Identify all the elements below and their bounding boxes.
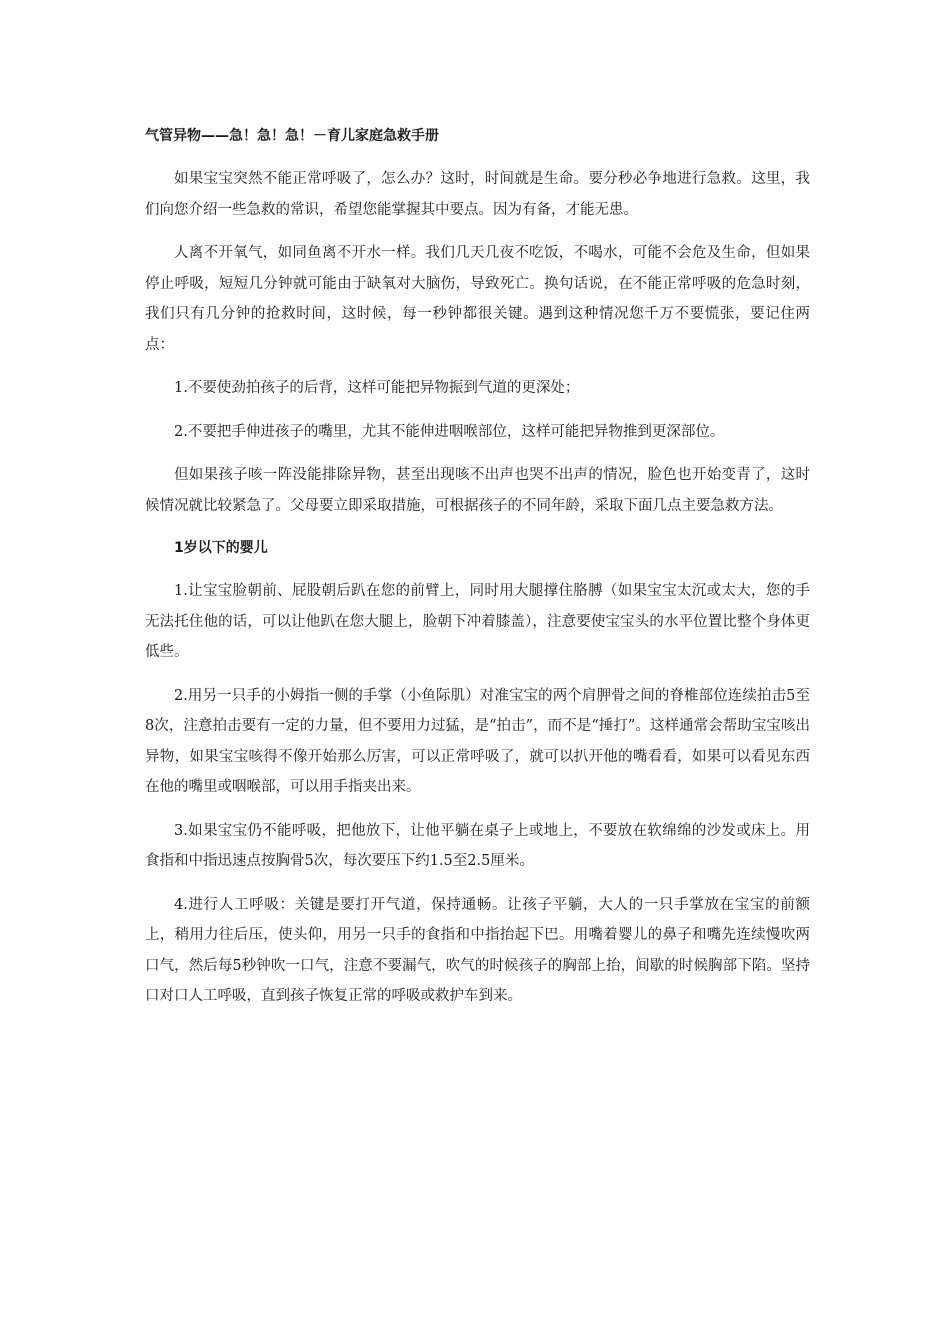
paragraph-step-2: 2.用另一只手的小姆指一侧的手掌（小鱼际肌）对准宝宝的两个肩胛骨之间的脊椎部位连续拍击5至8次，注意拍击要有一定的力量，但不要用力过猛，是“拍击”，而不是“捶打”。这样通常会帮助宝宝咳出异物，如果宝宝咳得不像开始那么厉害，可以正常呼吸了，就可以扒开他的嘴看看，如果可以看见东西在他的嘴里或咽喉部，可以用手指夹出来。 (145, 687, 810, 795)
paragraph-step-4: 4.进行人工呼吸：关键是要打开气道，保持通畅。让孩子平躺，大人的一只手掌放在宝宝的前额上，稍用力往后压，使头仰，用另一只手的食指和中指抬起下巴。用嘴着婴儿的鼻子和嘴先连续慢吹两口气，然后每5秒钟吹一口气，注意不要漏气，吹气的时候孩子的胸部上抬，间歇的时候胸部下陷。坚持口对口人工呼吸，直到孩子恢复正常的呼吸或救护车到来。 (145, 896, 810, 1004)
document-body (145, 122, 810, 1025)
paragraph-rule-2: 2.不要把手伸进孩子的嘴里，尤其不能伸进咽喉部位，这样可能把异物推到更深部位。 (174, 423, 725, 440)
paragraph-rule-1: 1.不要使劲拍孩子的后背，这样可能把异物振到气道的更深处； (174, 380, 580, 396)
document-title: 气管异物——急！急！急！－育儿家庭急救手册 (145, 128, 439, 144)
section-heading-infant: 1岁以下的婴儿 (174, 540, 268, 556)
paragraph-emergency: 但如果孩子咳一阵没能排除异物，甚至出现咳不出声也哭不出声的情况，脸色也开始变青了，这时候情况就比较紧急了。父母要立即采取措施，可根据孩子的不同年龄，采取下面几点主要急救方法。 (145, 467, 810, 514)
paragraph-step-3: 3.如果宝宝仍不能呼吸，把他放下，让他平躺在桌子上或地上，不要放在软绵绵的沙发或床上。用食指和中指迅速点按胸骨5次，每次要压下约1.5至2.5厘米。 (145, 822, 810, 869)
paragraph-oxygen: 人离不开氧气，如同鱼离不开水一样。我们几天几夜不吃饭，不喝水，可能不会危及生命，但如果停止呼吸，短短几分钟就可能由于缺氧对大脑伤，导致死亡。换句话说，在不能正常呼吸的危急时刻，我们只有几分钟的抢救时间，这时候，每一秒钟都很关键。遇到这种情况您千万不要慌张，要记住两点： (145, 245, 810, 353)
paragraph-intro: 如果宝宝突然不能正常呼吸了，怎么办？这时，时间就是生命。要分秒必争地进行急救。这里，我们向您介绍一些急救的常识，希望您能掌握其中要点。因为有备，才能无患。 (145, 171, 810, 218)
paragraph-step-1: 1.让宝宝脸朝前、屁股朝后趴在您的前臂上，同时用大腿撑住胳膊（如果宝宝太沉或太大，您的手无法托住他的话，可以让他趴在您大腿上，脸朝下冲着膝盖），注意要使宝宝头的水平位置比整个身体更低些。 (145, 583, 810, 660)
